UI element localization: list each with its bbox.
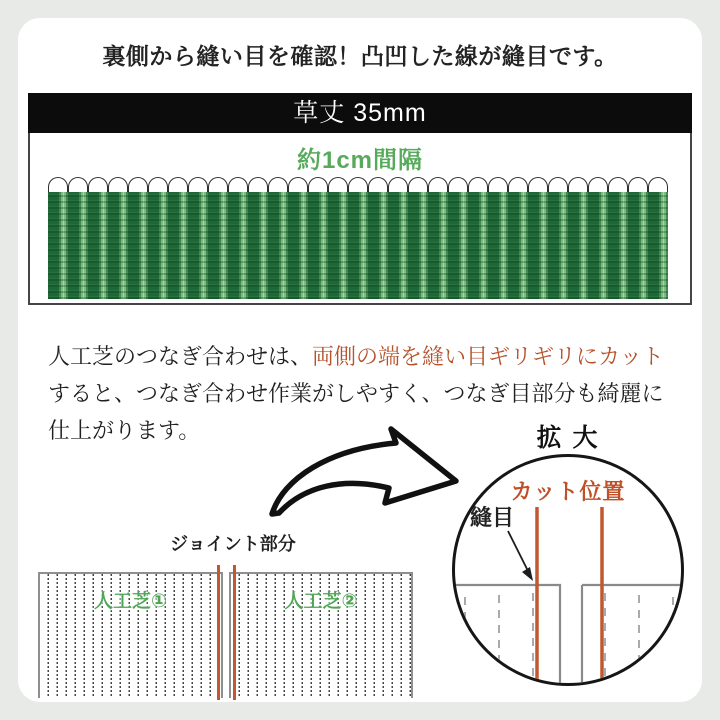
cut-position-label: カット位置 bbox=[510, 479, 626, 504]
interval-arc bbox=[168, 177, 188, 192]
zoom-circle bbox=[452, 454, 684, 686]
interval-arc bbox=[548, 177, 568, 192]
interval-arc bbox=[408, 177, 428, 192]
turf-panel-1-label: 人工芝① bbox=[93, 591, 168, 612]
description-line-1-black: 人工芝のつなぎ合わせは、 bbox=[48, 344, 313, 369]
zoom-label: 拡 大 bbox=[536, 424, 600, 452]
interval-arc bbox=[448, 177, 468, 192]
cut-line-1 bbox=[217, 565, 220, 700]
interval-arc bbox=[268, 177, 288, 192]
turf-panel-1 bbox=[38, 572, 223, 698]
grass-height-bar bbox=[28, 93, 692, 133]
interval-arc bbox=[528, 177, 548, 192]
interval-arc bbox=[208, 177, 228, 192]
interval-arcs bbox=[48, 177, 668, 192]
interval-arc bbox=[188, 177, 208, 192]
interval-arc bbox=[468, 177, 488, 192]
interval-arc bbox=[288, 177, 308, 192]
description-line-2: すると、つなぎ合わせ作業がしやすく、つなぎ目部分も綺麗に bbox=[48, 381, 664, 406]
interval-arc bbox=[508, 177, 528, 192]
interval-arc bbox=[608, 177, 628, 192]
interval-arc bbox=[488, 177, 508, 192]
interval-arc bbox=[108, 177, 128, 192]
description-line-3: 仕上がります。 bbox=[48, 418, 201, 443]
turf-panel-2-label: 人工芝② bbox=[284, 591, 358, 612]
interval-arc bbox=[388, 177, 408, 192]
interval-arc bbox=[228, 177, 248, 192]
page-title: 裏側から縫い目を確認！凸凹した線が縫目です。 bbox=[102, 43, 618, 69]
panel-outline bbox=[455, 585, 681, 683]
interval-arc bbox=[568, 177, 588, 192]
interval-arc bbox=[128, 177, 148, 192]
turf-panel-2 bbox=[229, 572, 413, 698]
interval-arc bbox=[628, 177, 648, 192]
interval-arc bbox=[648, 177, 668, 192]
interval-arc bbox=[248, 177, 268, 192]
interval-arc bbox=[428, 177, 448, 192]
interval-arc bbox=[148, 177, 168, 192]
spec-box bbox=[28, 133, 692, 305]
grass-height-label: 草丈 35mm bbox=[293, 99, 427, 127]
description-line-1 bbox=[48, 338, 680, 375]
interval-arc bbox=[68, 177, 88, 192]
interval-arc bbox=[88, 177, 108, 192]
grass-backing-image bbox=[48, 192, 668, 299]
stitch-interval-label: 約1cm間隔 bbox=[296, 147, 424, 174]
interval-arc bbox=[328, 177, 348, 192]
seam-label: 縫目 bbox=[470, 505, 515, 530]
description-highlight: 両側の端を縫い目ギリギリにカット bbox=[312, 344, 664, 369]
hand-arrow-icon bbox=[258, 426, 464, 522]
joint-label: ジョイント部分 bbox=[170, 534, 296, 554]
interval-arc bbox=[308, 177, 328, 192]
cut-position-lines bbox=[537, 507, 602, 683]
seam-dashed-lines bbox=[465, 593, 673, 683]
seam-pointer-arrow bbox=[508, 531, 533, 581]
interval-arc bbox=[48, 177, 68, 192]
interval-arc bbox=[348, 177, 368, 192]
cut-line-2 bbox=[233, 565, 236, 700]
interval-arc bbox=[368, 177, 388, 192]
interval-arc bbox=[588, 177, 608, 192]
